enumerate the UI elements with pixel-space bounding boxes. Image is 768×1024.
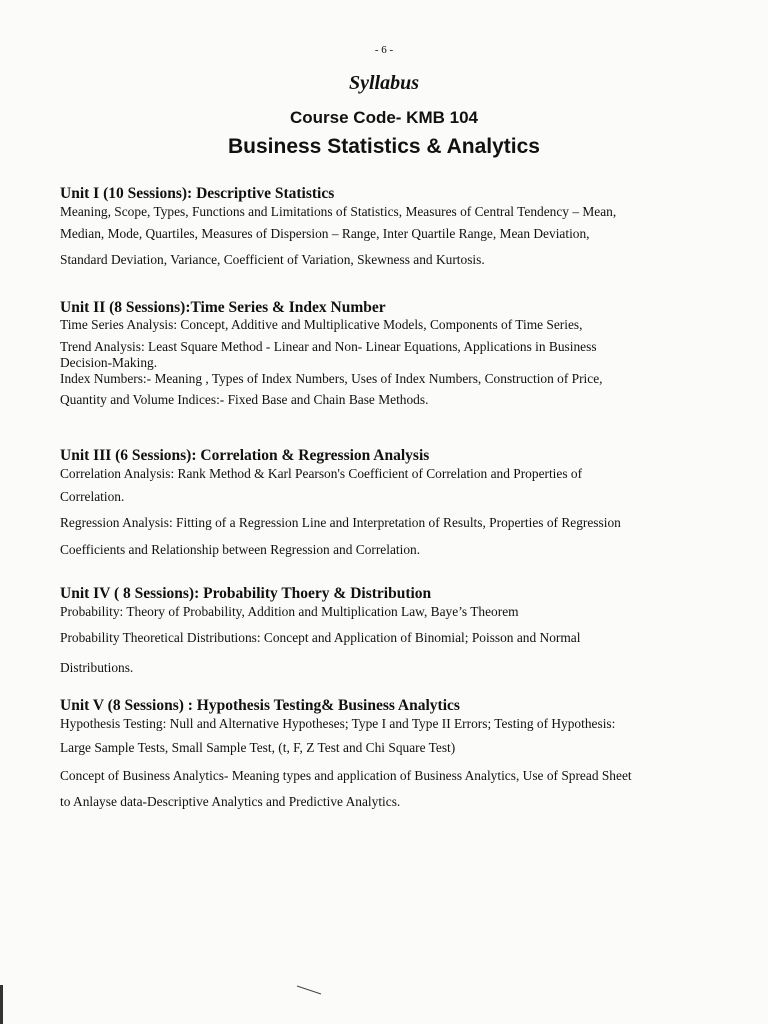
scan-edge-mark (0, 985, 3, 1024)
unit-3-line: Correlation Analysis: Rank Method & Karl Pearson's Coefficient of Correlation and Properties of (60, 466, 583, 481)
unit-4-section (60, 584, 714, 681)
syllabus-heading: Syllabus (348, 72, 420, 94)
unit-3-title: Unit III (6 Sessions): Correlation & Regression Analysis (60, 447, 430, 464)
unit-2-title: Unit II (8 Sessions):Time Series & Index Number (60, 299, 386, 316)
unit-5-section (60, 696, 714, 815)
page-number: - 6 - (374, 44, 394, 56)
unit-4-line: Probability: Theory of Probability, Addition and Multiplication Law, Baye’s Theorem (60, 604, 519, 619)
unit-5-title: Unit V (8 Sessions) : Hypothesis Testing& Business Analytics (60, 697, 460, 714)
unit-5-line: Hypothesis Testing: Null and Alternative Hypotheses; Type I and Type II Errors; Testing of Hypothesis: (60, 716, 616, 731)
unit-1-section (60, 184, 714, 273)
unit-4-title: Unit IV ( 8 Sessions): Probability Thoery & Distribution (60, 585, 432, 602)
unit-2-line: Index Numbers:- Meaning , Types of Index Numbers, Uses of Index Numbers, Construction of Price, (60, 371, 603, 386)
unit-3-line: Regression Analysis: Fitting of a Regression Line and Interpretation of Results, Properties of Regression (60, 515, 621, 530)
unit-2-line: Trend Analysis: Least Square Method - Linear and Non- Linear Equations, Applications in Business (60, 339, 597, 354)
unit-2-line: Time Series Analysis: Concept, Additive and Multiplicative Models, Components of Time Series, (60, 317, 583, 332)
unit-4-line: Probability Theoretical Distributions: Concept and Application of Binomial; Poisson and Normal (60, 630, 581, 645)
scan-stroke-mark (295, 982, 325, 996)
course-title: Business Statistics & Analytics (227, 135, 540, 158)
unit-2-line: Quantity and Volume Indices:- Fixed Base and Chain Base Methods. (60, 392, 429, 407)
unit-1-title: Unit I (10 Sessions): Descriptive Statistics (60, 185, 335, 202)
unit-5-line: to Anlayse data-Descriptive Analytics and Predictive Analytics. (60, 794, 401, 809)
unit-5-line: Large Sample Tests, Small Sample Test, (t, F, Z Test and Chi Square Test) (60, 740, 456, 755)
unit-4-line: Distributions. (60, 660, 134, 675)
unit-1-line: Standard Deviation, Variance, Coefficient of Variation, Skewness and Kurtosis. (60, 252, 485, 267)
unit-3-line: Coefficients and Relationship between Regression and Correlation. (60, 542, 421, 557)
unit-2-line: Decision-Making. (60, 355, 158, 370)
unit-1-line: Meaning, Scope, Types, Functions and Limitations of Statistics, Measures of Central Tendency – Mean, (60, 204, 617, 219)
unit-1-line: Median, Mode, Quartiles, Measures of Dispersion – Range, Inter Quartile Range, Mean Deviation, (60, 226, 590, 241)
course-code: Course Code- KMB 104 (290, 108, 478, 127)
unit-3-section (60, 446, 714, 565)
unit-5-line: Concept of Business Analytics- Meaning types and application of Business Analytics, Use of Spread Sheet (60, 768, 632, 783)
unit-2-section (60, 298, 714, 413)
unit-3-line: Correlation. (60, 489, 125, 504)
